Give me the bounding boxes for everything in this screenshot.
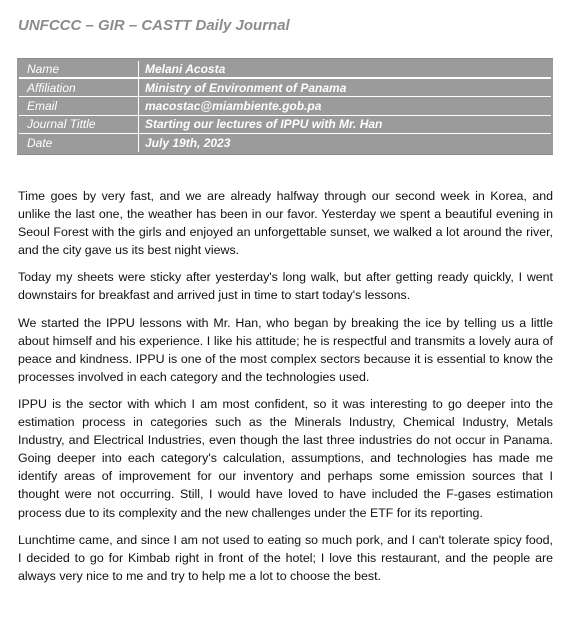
journal-body [18, 187, 553, 594]
info-value-journal-title: Starting our lectures of IPPU with Mr. Han [145, 117, 383, 132]
document-title: UNFCCC – GIR – CASTT Daily Journal [18, 17, 290, 34]
info-table [17, 58, 553, 155]
paragraph-4: IPPU is the sector with which I am most confident, so it was interesting to go deeper into the estimation process in categories such as the Minerals Industry, Chemical Industry, Metals Industry, and Electrical Industries, even though the last three industries do not occur in Panama. Going deeper into each category's calculation, assumptions, and technologies has made me identify areas of improvement for our inventory and perhaps some emission sources that I thought were not occurring. Still, I would have loved to have included the F-gases estimation process due to its complexity and the new challenges under the ETF for its reporting. [18, 396, 553, 520]
info-row-journal-title [19, 116, 551, 134]
info-label-name: Name [19, 61, 139, 77]
info-value-name: Melani Acosta [145, 62, 226, 77]
paragraph-5: Lunchtime came, and since I am not used to eating so much pork, and I can't tolerate spicy food, I decided to go for Kimbab right in front of the hotel; I love this restaurant, and the people are always very nice to me and try to help me a lot to choose the best. [18, 532, 553, 583]
info-value-date: July 19th, 2023 [145, 135, 231, 150]
info-row-email [19, 97, 551, 115]
info-value-email: macostac@miambiente.gob.pa [145, 98, 322, 113]
info-row-date [19, 134, 551, 152]
paragraph-1: Time goes by very fast, and we are already halfway through our second week in Korea, and unlike the last one, the weather has been in our favor. Yesterday we spent a beautiful evening in Seoul Forest with the girls and enjoyed an unforgettable sunset, we walked a lot around the river, and the city gave us its best night views. [18, 189, 553, 258]
info-label-email: Email [19, 97, 139, 114]
info-row-name [19, 61, 551, 79]
info-label-date: Date [19, 134, 139, 152]
info-value-affiliation: Ministry of Environment of Panama [145, 80, 347, 95]
info-label-affiliation: Affiliation [19, 79, 139, 96]
paragraph-3: We started the IPPU lessons with Mr. Han, who began by breaking the ice by telling us a little about himself and his experience. I like his attitude; he is respectful and transmits a lovely aura of peace and kindness. IPPU is one of the most complex sectors because it is essential to know the processes involved in each category and the technologies used. [18, 315, 553, 384]
info-row-affiliation [19, 79, 551, 97]
paragraph-2: Today my sheets were sticky after yesterday's long walk, but after getting ready quickly, I went downstairs for breakfast and arrived just in time to start today's lessons. [18, 270, 553, 303]
info-label-journal-title: Journal Tittle [19, 116, 139, 133]
